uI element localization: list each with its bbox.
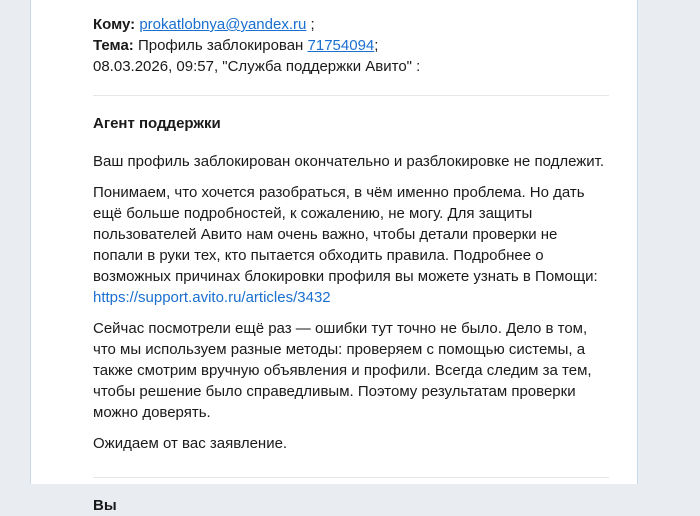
to-label: Кому: (93, 16, 136, 33)
message-paragraph: Сейчас посмотрели ещё раз — ошибки тут точно не было. Дело в том, что мы используем разные методы: проверяем с помощью системы, а также смотрим вручную объявления и профили. Всегда следим за тем, чтобы решение было справедливым. Поэтому результатам проверки можно доверять. (93, 320, 592, 421)
subject-label: Тема: (93, 37, 134, 54)
subject-text: Профиль заблокирован (137, 37, 308, 54)
message-paragraph-help (93, 182, 609, 308)
message-meta: 08.03.2026, 09:57, "Служба поддержки Авито" : (93, 58, 421, 75)
sender-name: Агент поддержки (93, 115, 221, 132)
next-message-sender: Вы (93, 497, 117, 514)
email-content (93, 0, 609, 516)
help-paragraph-text: Понимаем, что хочется разобраться, в чём именно проблема. Но дать ещё больше подробностей, к сожалению, не могу. Для защиты пользователей Авито нам очень важно, чтобы детали проверки не попали в руки тех, кто пытается обходить правила. Подробнее о возможных причинах блокировки профиля вы можете узнать в Помощи: (93, 184, 598, 285)
header-divider (93, 95, 609, 96)
subject-row (93, 35, 609, 56)
help-article-link[interactable]: https://support.avito.ru/articles/3432 (93, 289, 331, 306)
to-row (93, 14, 609, 35)
message-header (93, 0, 609, 77)
email-thread-card (30, 0, 638, 514)
message-divider (93, 477, 609, 478)
to-suffix: ; (306, 16, 315, 33)
recipient-email-link[interactable]: prokatlobnya@yandex.ru (139, 16, 307, 33)
subject-suffix: ; (374, 37, 379, 54)
message-paragraph: Ваш профиль заблокирован окончательно и разблокировке не подлежит. (93, 153, 605, 170)
subject-id-link[interactable]: 71754094 (307, 37, 375, 54)
message-paragraph: Ожидаем от вас заявление. (93, 435, 288, 452)
